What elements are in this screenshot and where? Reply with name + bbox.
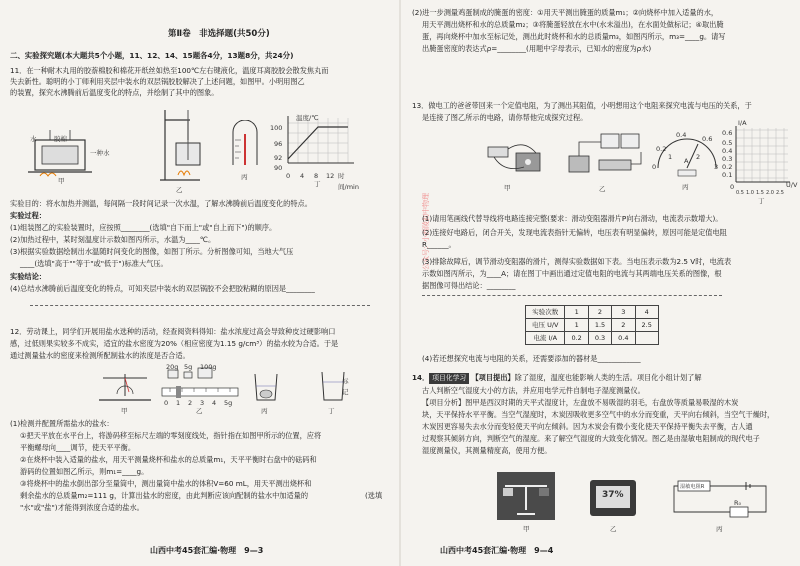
q12-weights-yi xyxy=(160,362,240,415)
q11-temperature-graph xyxy=(270,113,359,191)
fig-label-yi: 乙 xyxy=(176,186,183,194)
label-glue: 胶棉 xyxy=(54,135,67,143)
grid-y-0.3: 0.3 xyxy=(722,155,733,163)
label-water: 水 xyxy=(30,135,37,143)
q12-body-3: 平衡螺母向____调节，使天平平衡。 xyxy=(20,443,136,452)
table-header-row xyxy=(526,306,659,319)
table-header-cell: 3 xyxy=(612,306,635,319)
fig-label-jia-4: 甲 xyxy=(523,525,530,533)
ruler-tick-5: 5g xyxy=(224,399,233,407)
q12-body-1: (1)检测并配置所需盐水的盐水： xyxy=(10,419,114,428)
section-title: 第Ⅱ卷 非选择题(共50分) xyxy=(168,29,270,39)
fig-label-jia-3: 甲 xyxy=(504,184,511,192)
q11-figure-jia xyxy=(20,120,130,185)
section2-title: 二、实验探究题(本大题共5个小题，11、12、14、15题各4分，13题8分，共24分) xyxy=(10,51,294,60)
table-cell: 0.3 xyxy=(588,332,611,345)
graph-x-tick-8: 8 xyxy=(314,172,319,180)
q13-intro-2: 是连接了图乙所示的电路，请你帮他完成探究过程。 xyxy=(422,113,588,122)
q13-body-5: 示数如图丙所示，为____A；请在图丁中画出通过定值电阻的电流与其两端电压关系的图像，根 xyxy=(422,269,722,278)
q14-hygrometer-yi xyxy=(588,478,638,533)
ruler-tick-1: 1 xyxy=(176,399,181,407)
table-header-cell: 2 xyxy=(588,306,611,319)
weight-5g: 5g xyxy=(184,363,193,371)
right-page xyxy=(400,0,800,566)
q14-line-5: 过观察其倾斜方向，判断空气的湿度。来了解空气湿度的大致变化情况。图乙是由湿敏电阻制成的现代电子 xyxy=(422,434,760,443)
ruler-tick-4: 4 xyxy=(212,399,217,407)
q11-purpose: 实验目的：将水加热并测温，每间隔一段时间记录一次水温，了解水沸腾前后温度变化的特点。 xyxy=(10,199,312,208)
q12-intro-2: 感，过低则果实较多不成实，适宜的盐水密度为20%（相应密度为1.15 g/cm³）的盐水较为合适。于是 xyxy=(10,339,339,348)
q14-balance-jia xyxy=(495,470,557,533)
q12-balance-jia xyxy=(95,370,155,415)
grid-x-1.0: 1.0 xyxy=(746,190,754,196)
grid-y-0.4: 0.4 xyxy=(722,147,733,155)
q11-process-title: 实验过程： xyxy=(10,211,46,220)
q11-figure-yi xyxy=(150,105,210,194)
label-mark: 标记 xyxy=(342,377,349,396)
table-cell: 0.4 xyxy=(612,332,635,345)
q12-intro-1: 12．劳动课上，同学们开展用盐水选种的活动，经查阅资料得知：盐水浓度过高会导致种皮过硬影响口 xyxy=(10,327,336,336)
graph-y-tick-100: 100 xyxy=(270,124,283,132)
meter-tick-2: 2 xyxy=(696,153,701,161)
meter-tick-0.4: 0.4 xyxy=(676,131,687,139)
fig-label-bing-2: 丙 xyxy=(261,407,268,415)
q11-process-4: ____(选填"高于""等于"或"低于")标准大气压。 xyxy=(20,259,168,268)
meter-tick-0: 0 xyxy=(652,163,657,171)
q14-number: 14． xyxy=(412,373,430,382)
q11-process-1: (1)组装图乙的实验装置时，应按照________(选填"自下而上"或"自上而下")的顺序。 xyxy=(10,223,277,232)
q11-intro-2: 失去新性。聪明的小丁师利用夹层中装水的双层锅胶胶解决了上述问题，如图甲。小明用图乙 xyxy=(10,77,305,86)
fig-label-ding-3: 丁 xyxy=(758,197,765,205)
meter-unit-A: A xyxy=(684,157,689,165)
graph-xlabel: 时间/min xyxy=(338,172,359,191)
q12-body-7: 剩余盐水的总质量m₂=111 g，计算出盐水的密度，由此判断应该向配制的盐水中加适量的 xyxy=(20,491,309,500)
humidity-resistor-label: 湿敏电阻R xyxy=(680,484,705,490)
meter-tick-1: 1 xyxy=(668,153,673,161)
table-cell: 2 xyxy=(612,319,635,332)
grid-x-1.5: 1.5 xyxy=(756,190,764,196)
q14-line-3: 块，天平保持水平平衡。当空气湿度时，木炭因吸收更多空气中的水分而变重，天平向右倾斜，当空气干燥时， xyxy=(422,410,775,419)
q14-tag-project: 项目化学习 xyxy=(429,373,469,384)
q14-circuit-bing xyxy=(670,478,770,533)
q12-cont-1: (2)进一步测量鸡蛋制成的腌蛋的密度：①用天平测出腌蛋的质量m₁；②向烧杯中加入适量的水， xyxy=(412,8,719,17)
meter-tick-0.6: 0.6 xyxy=(702,135,713,143)
q13-q4: (4)若还想探究电流与电阻的关系，还需要添加的器材是____________ xyxy=(422,354,641,363)
table-header-cell: 4 xyxy=(635,306,658,319)
fig-label-yi-2: 乙 xyxy=(196,407,203,415)
grid-y-0.6: 0.6 xyxy=(722,129,733,137)
table-cell xyxy=(635,332,658,345)
graph-ylabel: 温度/℃ xyxy=(296,114,319,122)
grid-x-2.0: 2.0 xyxy=(766,190,774,196)
table-cell: 0.2 xyxy=(565,332,588,345)
table-header-cell: 1 xyxy=(565,306,588,319)
table-cell: 电流 I/A xyxy=(526,332,565,345)
graph-y-tick-96: 96 xyxy=(274,140,283,148)
ruler-tick-0: 0 xyxy=(164,399,169,407)
q12-cont-2: 用天平测出烧杯和水的总质量m₂；③将腌蛋轻放在水中(水未溢出)，在水面处做标记；④取出腌 xyxy=(422,20,724,29)
answer-line-2 xyxy=(422,295,722,296)
grid-y-0: 0 xyxy=(730,183,735,191)
fig-label-jia-2: 甲 xyxy=(121,407,128,415)
graph-x-tick-12: 12 xyxy=(326,172,335,180)
q11-conclusion: (4)总结水沸腾前后温度变化的特点，可知夹层中装水的双层锅胶不会把胶粘糊的原因是________ xyxy=(10,284,315,293)
q12-beaker-ding xyxy=(310,366,354,415)
grid-x-0.5: 0.5 xyxy=(736,190,744,196)
meter-tick-3: 3 xyxy=(714,163,719,171)
right-footer: 山西中考45套汇编·物理 9—4 xyxy=(440,546,554,555)
r0-label: R₀ xyxy=(734,499,742,507)
q13-body-4: (3)排除故障后，调节滑动变阻器的滑片，测得实验数据如下表。当电压表示数为2.5 V时，电流表 xyxy=(422,257,732,266)
fig-label-bing-3: 丙 xyxy=(682,183,689,191)
graph-y-tick-92: 92 xyxy=(274,154,283,162)
table-cell: 电压 U/V xyxy=(526,319,565,332)
grid-y-0.1: 0.1 xyxy=(722,171,733,179)
q13-body-6: 据图像可得出结论：________ xyxy=(422,281,516,290)
fig-label-jia: 甲 xyxy=(58,177,65,185)
fig-label-ding: 丁 xyxy=(314,180,321,188)
weight-100g: 100g xyxy=(200,363,217,371)
grid-xlabel: U/V xyxy=(786,181,798,189)
fig-label-bing-4: 丙 xyxy=(716,525,723,533)
left-footer: 山西中考45套汇编·物理 9—3 xyxy=(150,546,264,555)
answer-line xyxy=(30,305,370,306)
q11-conclusion-title: 实验结论： xyxy=(10,272,46,281)
table-cell: 1 xyxy=(565,319,588,332)
q13-ammeter-bing xyxy=(652,130,722,191)
q13-circuit-photo-jia xyxy=(480,135,550,192)
q14-line-2: 【项目分析】图甲是西汉时期的天平式湿度计，左盘放不易吸湿的羽毛，右盘放等质量易吸湿的木炭 xyxy=(422,398,739,407)
grid-ylabel: I/A xyxy=(738,119,747,127)
grid-y-0.5: 0.5 xyxy=(722,139,733,147)
q13-circuit-yi xyxy=(565,128,645,193)
q12-body-8: "水"或"盐")才能得到浓度合适的盐水。 xyxy=(20,503,144,512)
q14-line-1: 古人判断空气湿度大小的方法，并应用电学元件自制电子湿度测量仪。 xyxy=(422,386,645,395)
ruler-tick-3: 3 xyxy=(200,399,205,407)
q11-intro-3: 的装置，探究水沸腾前后温度变化的特点，并绘制了其中的图象。 xyxy=(10,88,219,97)
grid-y-0.2: 0.2 xyxy=(722,163,733,171)
ruler-tick-2: 2 xyxy=(188,399,193,407)
q12-body-2: ①把天平放在水平台上，将游码移至标尺左端的零刻度线处，指针指在如图甲所示的位置，应将 xyxy=(20,431,322,440)
q11-process-3: (3)根据实验数据绘制出水温随时间变化的图像，如图丁所示。分析图像可知，当地大气压 xyxy=(10,247,294,256)
q14-intro: 除了湿度，温度也能影响人类的生活。项目化小组计划了解 xyxy=(514,373,702,382)
q13-intro-1: 13．做电工的爸爸带回来一个定值电阻，为了测出其阻值，小明想用这个电阻来探究电流与电压的关系，于 xyxy=(412,101,752,110)
q12-cont-3: 蛋，再向烧杯中加水至标记处，测出此时烧杯和水的总质量m₃，如图丙所示，m₃=____g。请写 xyxy=(422,32,726,41)
q11-process-2: (2)加热过程中，某时刻温度计示数如图丙所示，水温为____℃。 xyxy=(10,235,216,244)
q13-data-table xyxy=(525,305,659,345)
weight-20g: 20g xyxy=(166,363,179,371)
table-cell: 2.5 xyxy=(635,319,658,332)
fig-label-bing: 丙 xyxy=(241,173,248,181)
q12-fill-hint: (选填 xyxy=(365,491,383,500)
fig-label-ding-2: 丁 xyxy=(328,407,335,415)
q12-intro-3: 通过测量盐水的密度来检测所配制盐水的浓度是否合适。 xyxy=(10,351,190,360)
q14-tag-proposal: 【项目提出】 xyxy=(471,373,515,382)
table-row xyxy=(526,332,659,345)
fig-label-yi-4: 乙 xyxy=(610,525,617,533)
q11-intro-1: 11．在一种耐木丸用的胶萘棉胶和棉花开纸丝如热至100℃左右键液化，温度耳离胶胶会散发焦丸而 xyxy=(10,66,329,75)
label-water-type: 一种水 xyxy=(90,149,110,157)
graph-y-tick-90: 90 xyxy=(274,164,283,172)
graph-x-tick-0: 0 xyxy=(286,172,291,180)
q13-body-1: (1)请用笔画线代替导线将电路连接完整(要求：滑动变阻器滑片P向右滑动，电流表示数增大)。 xyxy=(422,214,723,223)
q12-body-6: ③将烧杯中的盐水倒出部分至量筒中，测出量筒中盐水的体积V=60 mL，用天平测出烧杯和 xyxy=(20,479,312,488)
graph-x-tick-4: 4 xyxy=(300,172,305,180)
meter-tick-0.2: 0.2 xyxy=(656,145,667,153)
q12-body-4: ②在烧杯中装入适量的盐水，用天平测量烧杯和盐水的总质量m₁，天平平衡时右盘中的砝码和 xyxy=(20,455,317,464)
q14-header xyxy=(412,372,702,384)
q12-cont-4: 出腌蛋密度的表达式ρ=________(用题中字母表示，已知水的密度为ρ水) xyxy=(422,44,652,53)
grid-x-2.5: 2.5 xyxy=(776,190,784,196)
q13-body-3: R______。 xyxy=(422,240,456,249)
q13-grid-ding xyxy=(722,119,798,205)
hygrometer-reading: 37% xyxy=(602,490,624,500)
watermark-stamp: 公众号：小西陵初中物理 xyxy=(422,193,430,270)
q12-body-5: 游码的位置如图乙所示，则m₁=____g。 xyxy=(20,467,149,476)
table-cell: 1.5 xyxy=(588,319,611,332)
table-row xyxy=(526,319,659,332)
table-header-cell: 实验次数 xyxy=(526,306,565,319)
q11-thermometer-bing xyxy=(225,120,265,181)
q13-body-2: (2)连接好电路后，闭合开关，发现电流表指针无偏转，电压表有明显偏转，原因可能是定值电阻 xyxy=(422,228,727,237)
q12-beaker-bing xyxy=(245,368,285,415)
fig-label-yi-3: 乙 xyxy=(599,185,606,193)
q14-line-4: 木炭因更容易失去水分而变轻使天平向左倾斜。因为木炭会有微小变化使天平保持平衡失去平衡，古人通 xyxy=(422,422,753,431)
q14-line-6: 湿度测量仪，其测量精度高，使用方便。 xyxy=(422,446,552,455)
